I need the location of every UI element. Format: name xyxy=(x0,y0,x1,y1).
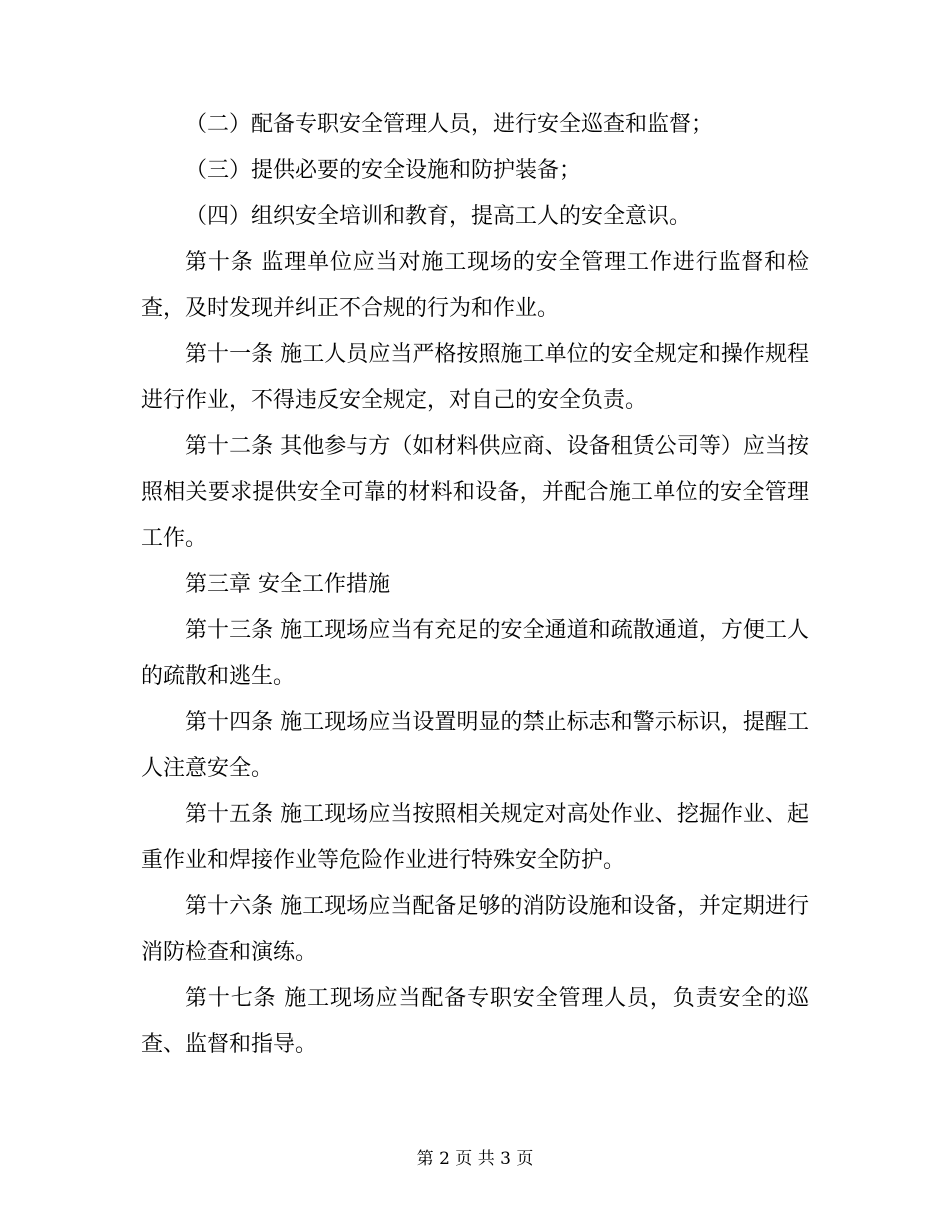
article-13: 第十三条 施工现场应当有充足的安全通道和疏散通道，方便工人的疏散和逃生。 xyxy=(141,618,809,689)
chapter-heading: 第三章 安全工作措施 xyxy=(185,572,390,597)
page-number-footer: 第 2 页 共 3 页 xyxy=(416,1149,534,1169)
article-12: 第十二条 其他参与方（如材料供应商、设备租赁公司等）应当按照相关要求提供安全可靠的材料和设备，并配合施工单位的安全管理工作。 xyxy=(141,434,809,551)
paragraph: （二）配备专职安全管理人员，进行安全巡查和监督； xyxy=(185,112,714,137)
article-16: 第十六条 施工现场应当配备足够的消防设施和设备，并定期进行消防检查和演练。 xyxy=(141,894,809,965)
paragraph: （四）组织安全培训和教育，提高工人的安全意识。 xyxy=(185,204,692,229)
article-11: 第十一条 施工人员应当严格按照施工单位的安全规定和操作规程进行作业，不得违反安全规定，对自己的安全负责。 xyxy=(141,342,809,413)
article-17: 第十七条 施工现场应当配备专职安全管理人员，负责安全的巡查、监督和指导。 xyxy=(141,986,809,1057)
document-body xyxy=(141,102,809,1068)
article-15: 第十五条 施工现场应当按照相关规定对高处作业、挖掘作业、起重作业和焊接作业等危险作业进行特殊安全防护。 xyxy=(141,802,809,873)
article-10: 第十条 监理单位应当对施工现场的安全管理工作进行监督和检查，及时发现并纠正不合规的行为和作业。 xyxy=(141,250,809,321)
paragraph: （三）提供必要的安全设施和防护装备； xyxy=(185,158,582,183)
article-14: 第十四条 施工现场应当设置明显的禁止标志和警示标识，提醒工人注意安全。 xyxy=(141,710,809,781)
